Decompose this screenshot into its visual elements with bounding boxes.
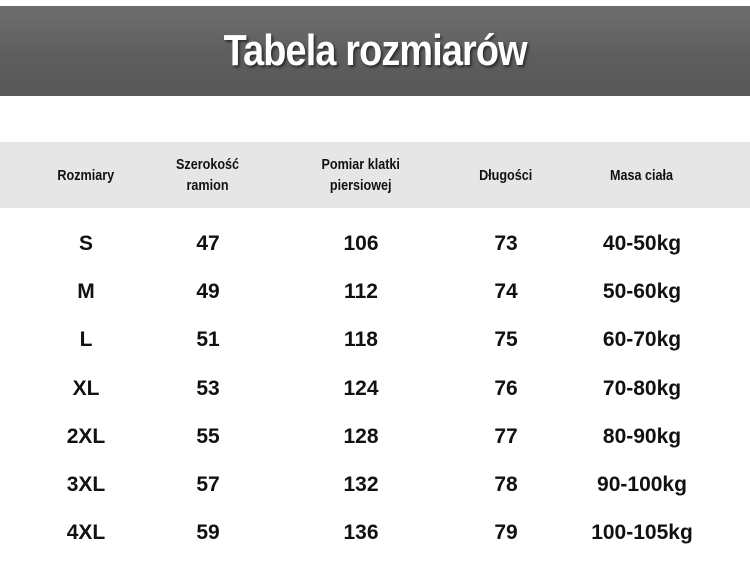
table-body	[0, 220, 750, 557]
cell-shoulder-width: 49	[196, 280, 220, 304]
cell-chest: 124	[343, 376, 379, 400]
cell-chest: 132	[343, 472, 379, 496]
title-banner	[0, 6, 750, 96]
cell-size: M	[77, 280, 95, 304]
cell-body-weight: 50-60kg	[602, 280, 682, 304]
cell-shoulder-width: 47	[196, 232, 220, 255]
cell-shoulder-width: 51	[196, 328, 220, 352]
cell-size: 4XL	[66, 521, 106, 545]
cell-size: XL	[72, 376, 100, 400]
header-body-weight: Masa ciała	[610, 166, 674, 184]
header-shoulder-width: Szerokość ramion	[176, 156, 240, 194]
table-row	[0, 509, 750, 557]
table-row	[0, 461, 750, 509]
header-length: Długości	[479, 166, 533, 184]
cell-body-weight: 80-90kg	[602, 424, 682, 448]
table-row	[0, 316, 750, 364]
cell-chest: 106	[343, 232, 379, 255]
table-row	[0, 268, 750, 316]
cell-body-weight: 100-105kg	[591, 521, 693, 545]
cell-body-weight: 90-100kg	[597, 472, 687, 496]
cell-length: 73	[494, 232, 518, 255]
table-row	[0, 365, 750, 413]
cell-size: L	[79, 328, 93, 352]
cell-size: S	[78, 232, 93, 255]
table-row	[0, 220, 750, 268]
table-header	[0, 142, 750, 208]
cell-chest: 128	[343, 424, 379, 448]
cell-length: 74	[494, 280, 518, 304]
page-title: Tabela rozmiarów	[223, 26, 527, 75]
cell-length: 79	[494, 521, 518, 545]
cell-body-weight: 60-70kg	[602, 328, 682, 352]
cell-size: 2XL	[66, 424, 106, 448]
cell-shoulder-width: 59	[196, 521, 220, 545]
cell-body-weight: 40-50kg	[602, 232, 682, 255]
cell-length: 77	[494, 424, 518, 448]
cell-shoulder-width: 55	[196, 424, 220, 448]
cell-shoulder-width: 57	[196, 472, 220, 496]
header-chest: Pomiar klatki piersiowej	[321, 156, 401, 194]
cell-chest: 136	[343, 521, 379, 545]
cell-shoulder-width: 53	[196, 376, 220, 400]
table-row	[0, 413, 750, 461]
cell-length: 75	[494, 328, 518, 352]
cell-chest: 112	[344, 280, 378, 304]
cell-size: 3XL	[66, 472, 106, 496]
cell-chest: 118	[344, 328, 378, 352]
cell-body-weight: 70-80kg	[602, 376, 682, 400]
cell-length: 78	[494, 472, 518, 496]
cell-length: 76	[494, 376, 518, 400]
header-size: Rozmiary	[57, 166, 115, 184]
